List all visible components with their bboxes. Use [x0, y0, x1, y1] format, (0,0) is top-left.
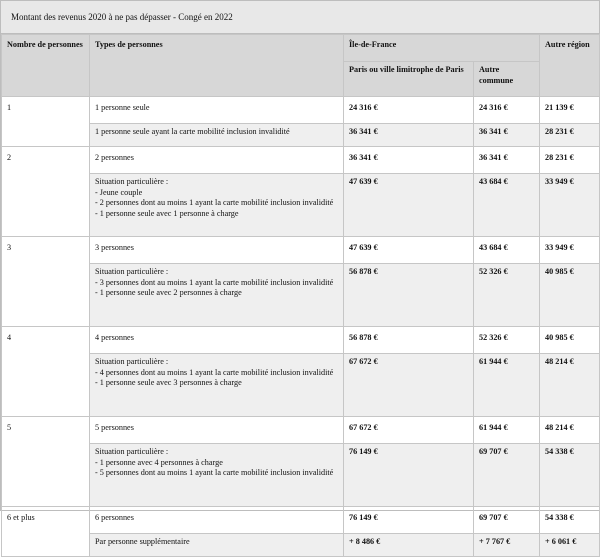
type-line: Situation particulière : [95, 267, 169, 276]
header-ile-de-france: Île-de-France [344, 35, 540, 62]
type-line: - 2 personnes dont au moins 1 ayant la carte mobilité inclusion invalidité [95, 198, 334, 207]
cell-type-personnes [90, 264, 344, 327]
table-row [2, 264, 600, 327]
cell-type-personnes [90, 354, 344, 417]
cell-autre-region: 28 231 € [540, 147, 600, 174]
cell-paris: 76 149 € [344, 507, 474, 534]
table-row [2, 444, 600, 507]
table-caption: Montant des revenus 2020 à ne pas dépasser - Congé en 2022 [1, 1, 599, 34]
cell-nombre-personnes: 2 [2, 147, 90, 237]
cell-type-personnes: 5 personnes [90, 417, 344, 444]
cell-type-personnes: 1 personne seule ayant la carte mobilité inclusion invalidité [90, 124, 344, 147]
header-types-personnes: Types de personnes [90, 35, 344, 97]
type-line: Situation particulière : [95, 177, 169, 186]
cell-autre-region: 40 985 € [540, 327, 600, 354]
income-ceiling-table [1, 34, 600, 557]
cell-autre-region: 48 214 € [540, 354, 600, 417]
cell-autre-commune: 36 341 € [474, 147, 540, 174]
header-nombre-personnes: Nombre de personnes [2, 35, 90, 97]
cell-autre-commune: 52 326 € [474, 264, 540, 327]
cell-paris: 56 878 € [344, 327, 474, 354]
cell-autre-region: 40 985 € [540, 264, 600, 327]
table-row [2, 147, 600, 174]
cell-autre-commune: 36 341 € [474, 124, 540, 147]
cell-paris: 67 672 € [344, 354, 474, 417]
cell-type-personnes: 3 personnes [90, 237, 344, 264]
table-row [2, 417, 600, 444]
header-paris: Paris ou ville limitrophe de Paris [344, 62, 474, 97]
cell-nombre-personnes: 1 [2, 97, 90, 147]
cell-paris: 36 341 € [344, 124, 474, 147]
cell-type-personnes [90, 174, 344, 237]
cell-autre-region: 33 949 € [540, 237, 600, 264]
type-line: - 5 personnes dont au moins 1 ayant la carte mobilité inclusion invalidité [95, 468, 334, 477]
cell-paris: 76 149 € [344, 444, 474, 507]
type-line: - 1 personne seule avec 1 personne à charge [95, 208, 239, 218]
cell-autre-region: + 6 061 € [540, 534, 600, 557]
cell-paris: + 8 486 € [344, 534, 474, 557]
cell-nombre-personnes: 6 et plus [2, 507, 90, 557]
type-line: Situation particulière : [95, 447, 169, 456]
cell-nombre-personnes: 4 [2, 327, 90, 417]
cell-autre-commune: 43 684 € [474, 237, 540, 264]
cell-type-personnes: 6 personnes [90, 507, 344, 534]
cell-type-personnes: 2 personnes [90, 147, 344, 174]
cell-type-personnes: 1 personne seule [90, 97, 344, 124]
cell-paris: 47 639 € [344, 174, 474, 237]
table-row [2, 237, 600, 264]
table-row [2, 124, 600, 147]
cell-autre-commune: 24 316 € [474, 97, 540, 124]
cell-autre-region: 28 231 € [540, 124, 600, 147]
cell-autre-commune: 61 944 € [474, 354, 540, 417]
cell-paris: 56 878 € [344, 264, 474, 327]
cell-autre-commune: 69 707 € [474, 507, 540, 534]
cell-autre-commune: 43 684 € [474, 174, 540, 237]
cell-autre-region: 54 338 € [540, 444, 600, 507]
type-line: - 3 personnes dont au moins 1 ayant la carte mobilité inclusion invalidité [95, 277, 334, 287]
table-row [2, 354, 600, 417]
cell-paris: 24 316 € [344, 97, 474, 124]
table-body [2, 97, 600, 557]
type-line: - 1 personne avec 4 personnes à charge [95, 457, 223, 467]
type-line: - Jeune couple [95, 187, 143, 197]
table-row [2, 97, 600, 124]
cell-autre-commune: 52 326 € [474, 327, 540, 354]
table-row [2, 534, 600, 557]
table-row [2, 174, 600, 237]
cell-paris: 47 639 € [344, 237, 474, 264]
cell-type-personnes: 4 personnes [90, 327, 344, 354]
type-line: - 4 personnes dont au moins 1 ayant la carte mobilité inclusion invalidité [95, 367, 334, 377]
cell-autre-commune: 61 944 € [474, 417, 540, 444]
type-line: - 1 personne seule avec 3 personnes à charge [95, 378, 242, 387]
cell-nombre-personnes: 3 [2, 237, 90, 327]
cell-autre-region: 33 949 € [540, 174, 600, 237]
cell-autre-region: 54 338 € [540, 507, 600, 534]
cell-paris: 36 341 € [344, 147, 474, 174]
cell-type-personnes: Par personne supplémentaire [90, 534, 344, 557]
type-line: Situation particulière : [95, 357, 169, 366]
cell-autre-region: 48 214 € [540, 417, 600, 444]
header-autre-commune: Autre commune [474, 62, 540, 97]
cell-paris: 67 672 € [344, 417, 474, 444]
cell-autre-region: 21 139 € [540, 97, 600, 124]
table-row [2, 327, 600, 354]
cell-type-personnes [90, 444, 344, 507]
cell-autre-commune: 69 707 € [474, 444, 540, 507]
type-line: - 1 personne seule avec 2 personnes à charge [95, 288, 242, 297]
header-autre-region: Autre région [540, 35, 600, 97]
cell-nombre-personnes: 5 [2, 417, 90, 507]
cell-autre-commune: + 7 767 € [474, 534, 540, 557]
